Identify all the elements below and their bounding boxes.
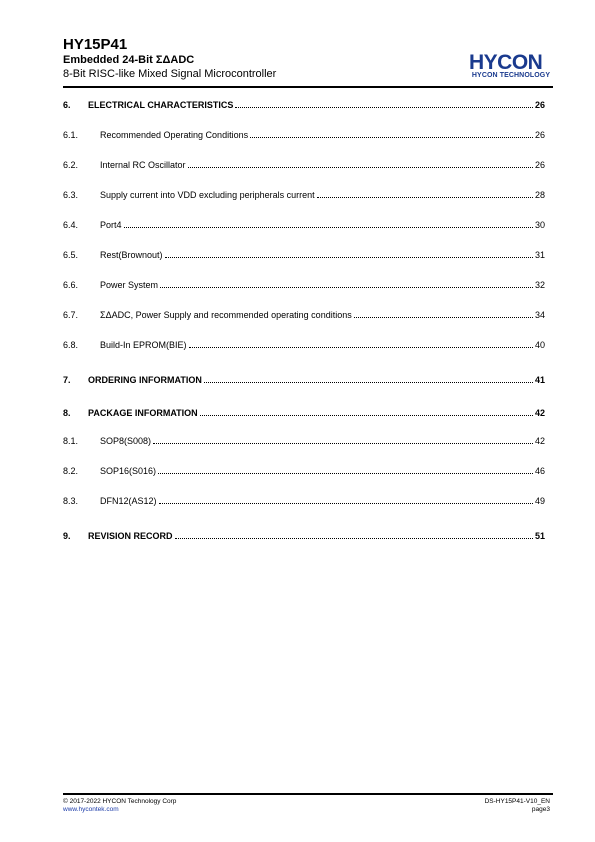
- toc-entry-page: 46: [534, 466, 545, 476]
- toc-entry[interactable]: [63, 278, 545, 291]
- hycon-logo: [469, 50, 553, 82]
- toc-entry-page: 31: [534, 250, 545, 260]
- toc-entry-number: 6.1.: [63, 130, 79, 140]
- toc-entry[interactable]: [63, 373, 545, 386]
- toc-entry-number: 7.: [63, 375, 71, 385]
- toc-entry-number: 6.7.: [63, 310, 79, 320]
- toc-entry[interactable]: [63, 529, 545, 542]
- toc-entry-title: SOP8(S008): [100, 436, 152, 446]
- toc-entry-page: 30: [534, 220, 545, 230]
- toc-entry[interactable]: [63, 308, 545, 321]
- toc-dot-leader: [204, 381, 533, 383]
- toc-dot-leader: [175, 537, 533, 539]
- toc-entry-title: Supply current into VDD excluding peripherals current: [100, 190, 315, 200]
- toc-entry-number: 8.3.: [63, 496, 79, 506]
- document-id: DS-HY15P41-V10_EN: [484, 798, 550, 805]
- toc-entry-page: 49: [534, 496, 545, 506]
- toc-entry-number: 6.6.: [63, 280, 79, 290]
- toc-entry-number: 9.: [63, 531, 71, 541]
- toc-dot-leader: [159, 502, 533, 504]
- page-number: page3: [531, 806, 550, 813]
- toc-entry-number: 6.3.: [63, 190, 79, 200]
- website-link[interactable]: www.hycontek.com: [63, 806, 119, 813]
- toc-entry-page: 26: [534, 100, 545, 110]
- toc-entry-number: 6.5.: [63, 250, 79, 260]
- toc-entry-title: SOP16(S016): [100, 466, 157, 476]
- toc-entry-title: PACKAGE INFORMATION: [88, 408, 198, 418]
- toc-entry[interactable]: [63, 248, 545, 261]
- hycon-logo-icon: [469, 50, 553, 72]
- toc-dot-leader: [354, 316, 533, 318]
- toc-entry-title: Power System: [100, 280, 159, 290]
- toc-entry[interactable]: [63, 338, 545, 351]
- logo-wordmark: HYCON: [469, 51, 543, 72]
- toc-entry-number: 6.2.: [63, 160, 79, 170]
- toc-dot-leader: [200, 414, 533, 416]
- toc-entry[interactable]: [63, 128, 545, 141]
- toc-dot-leader: [317, 196, 533, 198]
- toc-entry-number: 8.1.: [63, 436, 79, 446]
- toc-entry-title: Internal RC Oscillator: [100, 160, 186, 170]
- toc-entry-number: 6.8.: [63, 340, 79, 350]
- toc-entry[interactable]: [63, 494, 545, 507]
- header-divider: [63, 86, 553, 88]
- toc-entry-title: Rest(Brownout): [100, 250, 163, 260]
- document-subtitle-primary: Embedded 24-Bit ΣΔADC: [63, 54, 195, 66]
- toc-dot-leader: [124, 226, 533, 228]
- toc-dot-leader: [189, 346, 533, 348]
- toc-dot-leader: [188, 166, 533, 168]
- toc-entry-page: 51: [534, 531, 545, 541]
- toc-entry-title: ELECTRICAL CHARACTERISTICS: [88, 100, 234, 110]
- toc-entry[interactable]: [63, 158, 545, 171]
- toc-entry[interactable]: [63, 406, 545, 419]
- toc-entry-title: ORDERING INFORMATION: [88, 375, 202, 385]
- toc-entry-title: Build-In EPROM(BIE): [100, 340, 187, 350]
- toc-entry-page: 41: [534, 375, 545, 385]
- toc-entry-page: 42: [534, 408, 545, 418]
- toc-entry[interactable]: [63, 98, 545, 111]
- toc-entry-number: 8.: [63, 408, 71, 418]
- toc-entry-page: 26: [534, 130, 545, 140]
- toc-entry-title: REVISION RECORD: [88, 531, 173, 541]
- toc-entry-page: 28: [534, 190, 545, 200]
- toc-dot-leader: [153, 442, 533, 444]
- toc-entry-title: DFN12(AS12): [100, 496, 157, 506]
- toc-dot-leader: [165, 256, 533, 258]
- toc-dot-leader: [250, 136, 533, 138]
- document-subtitle-secondary: 8-Bit RISC-like Mixed Signal Microcontroller: [63, 68, 277, 80]
- page-header: [63, 36, 553, 86]
- toc-dot-leader: [235, 106, 533, 108]
- logo-tagline: HYCON TECHNOLOGY: [471, 72, 551, 79]
- toc-entry-page: 34: [534, 310, 545, 320]
- toc-dot-leader: [160, 286, 533, 288]
- toc-entry-page: 26: [534, 160, 545, 170]
- toc-entry-number: 6.: [63, 100, 71, 110]
- toc-entry-title: ΣΔADC, Power Supply and recommended operating conditions: [100, 310, 352, 320]
- toc-entry-title: Recommended Operating Conditions: [100, 130, 249, 140]
- toc-entry[interactable]: [63, 218, 545, 231]
- toc-entry-page: 32: [534, 280, 545, 290]
- toc-entry-page: 40: [534, 340, 545, 350]
- toc-dot-leader: [158, 472, 533, 474]
- toc-entry-page: 42: [534, 436, 545, 446]
- footer-divider: [63, 793, 553, 795]
- toc-entry[interactable]: [63, 464, 545, 477]
- toc-entry-number: 6.4.: [63, 220, 79, 230]
- toc-entry-title: Port4: [100, 220, 122, 230]
- document-title: HY15P41: [63, 36, 128, 53]
- toc-entry-number: 8.2.: [63, 466, 79, 476]
- toc-entry[interactable]: [63, 434, 545, 447]
- copyright-text: © 2017-2022 HYCON Technology Corp: [63, 798, 177, 805]
- toc-entry[interactable]: [63, 188, 545, 201]
